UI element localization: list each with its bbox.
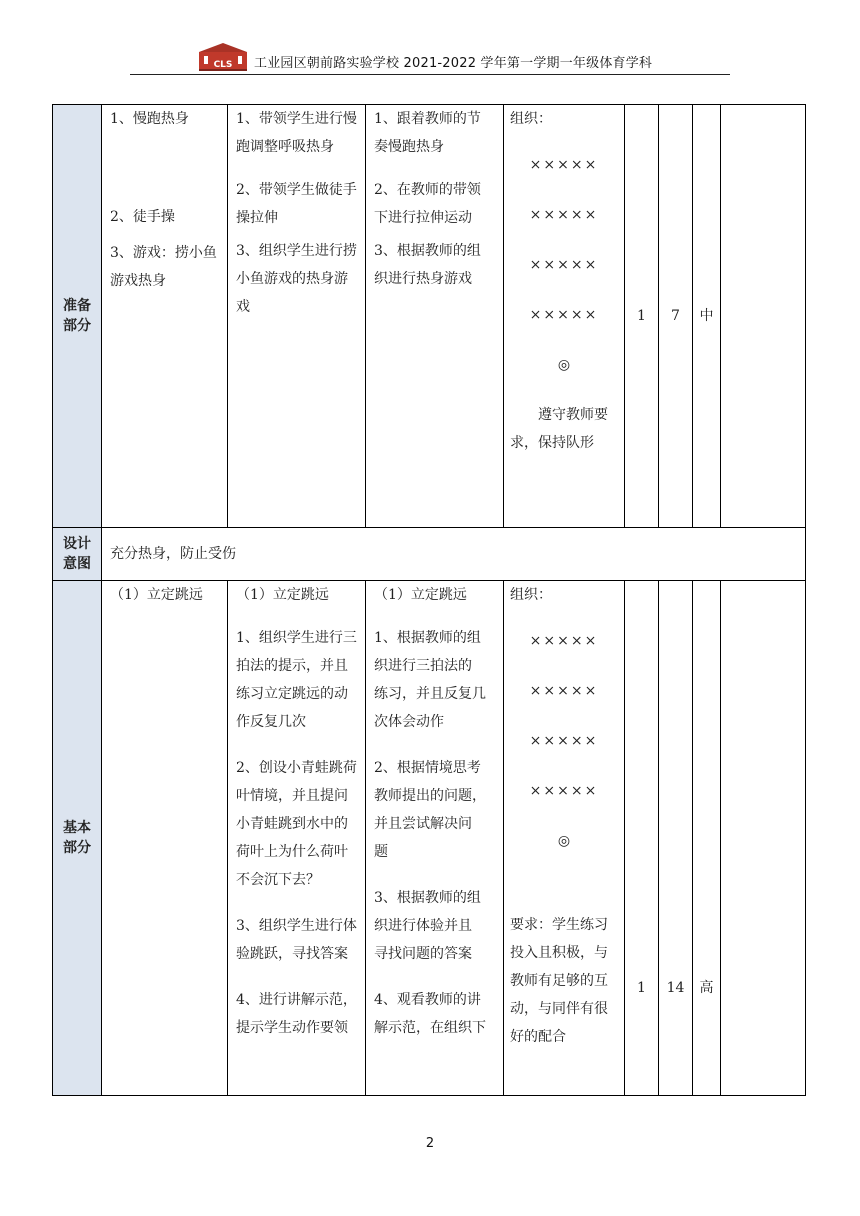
basic-student-title: （1）立定跳远 (374, 587, 467, 603)
basic-student-cell (366, 581, 504, 1096)
basic-student-line: 练习，并且反复几 (374, 686, 486, 702)
header-title: 工业园区朝前路实验学校 2021-2022 学年第一学期一年级体育学科 (254, 56, 653, 71)
prep-formation-row: ××××× (529, 257, 599, 273)
design-label-line-1: 设计 (63, 536, 91, 552)
prep-student-line: 2、在教师的带领 (374, 182, 481, 198)
basic-requirement-line: 要求：学生练习 (510, 917, 608, 933)
prep-teacher-line: 戏 (236, 299, 250, 315)
school-logo (196, 42, 250, 72)
basic-student-line: 4、观看教师的讲 (374, 992, 481, 1008)
basic-content-cell (102, 581, 228, 1096)
prep-organization-cell (504, 105, 625, 528)
basic-organization-cell (504, 581, 625, 1096)
basic-label-line-1: 基本 (63, 820, 91, 836)
design-intent-text: 充分热身，防止受伤 (110, 546, 236, 562)
prep-student-line: 下进行拉伸运动 (374, 210, 472, 226)
prep-notes-cell (721, 105, 806, 528)
prep-times: 1 (625, 105, 659, 528)
basic-requirement-line: 投入且积极，与 (510, 945, 608, 961)
design-label-line-2: 意图 (63, 556, 91, 572)
basic-teacher-line: 作反复几次 (236, 714, 306, 730)
basic-student-line: 次体会动作 (374, 714, 444, 730)
basic-teacher-line: 小青蛙跳到水中的 (236, 816, 348, 832)
prep-teacher-line: 3、组织学生进行捞 (236, 243, 357, 259)
basic-teacher-line: 拍法的提示，并且 (236, 658, 348, 674)
basic-times: 1 (625, 581, 659, 1096)
prep-teacher-mark: ◎ (557, 357, 571, 373)
basic-student-line: 题 (374, 844, 388, 860)
design-intent-row (53, 528, 806, 581)
basic-notes-cell (721, 581, 806, 1096)
basic-section-row (53, 581, 806, 1096)
basic-student-line: 织进行体验并且 (374, 918, 472, 934)
basic-teacher-line: 练习立定跳远的动 (236, 686, 348, 702)
basic-requirement-line: 动，与同伴有很 (510, 1001, 608, 1017)
basic-requirement-line: 教师有足够的互 (510, 973, 608, 989)
header-rule (130, 74, 730, 75)
prep-teacher-line: 跑调整呼吸热身 (236, 139, 334, 155)
prep-requirement-line: 求，保持队形 (510, 435, 594, 451)
design-intent-cell (102, 528, 806, 581)
prep-teacher-line: 操拉伸 (236, 210, 278, 226)
prep-minutes: 7 (659, 105, 693, 528)
basic-minutes: 14 (659, 581, 693, 1096)
basic-teacher-line: 4、进行讲解示范， (236, 992, 357, 1008)
basic-org-title: 组织： (510, 587, 552, 603)
basic-teacher-title: （1）立定跳远 (236, 587, 329, 603)
prep-content-cell (102, 105, 228, 528)
basic-teacher-line: 验跳跃，寻找答案 (236, 946, 348, 962)
basic-formation-row: ××××× (529, 633, 599, 649)
prep-student-cell (366, 105, 504, 528)
basic-formation-row: ××××× (529, 783, 599, 799)
prep-formation-row: ××××× (529, 157, 599, 173)
prep-student-line: 奏慢跑热身 (374, 139, 444, 155)
prep-formation-row: ××××× (529, 307, 599, 323)
prep-formation-row: ××××× (529, 207, 599, 223)
basic-teacher-mark: ◎ (557, 833, 571, 849)
basic-teacher-line: 荷叶上为什么荷叶 (236, 844, 348, 860)
basic-formation-row: ××××× (529, 683, 599, 699)
basic-intensity: 高 (693, 581, 721, 1096)
prep-content-item: 2、徒手操 (110, 209, 175, 225)
prep-content-item: 1、慢跑热身 (110, 111, 189, 127)
basic-student-line: 解示范，在组织下 (374, 1020, 486, 1036)
prep-org-title: 组织： (510, 111, 552, 127)
basic-teacher-line: 提示学生动作要领 (236, 1020, 348, 1036)
basic-teacher-line: 2、创设小青蛙跳荷 (236, 760, 357, 776)
basic-student-line: 3、根据教师的组 (374, 890, 481, 906)
basic-teacher-line: 叶情境，并且提问 (236, 788, 348, 804)
basic-student-line: 2、根据情境思考 (374, 760, 481, 776)
prep-teacher-line: 小鱼游戏的热身游 (236, 271, 348, 287)
basic-teacher-line: 3、组织学生进行体 (236, 918, 357, 934)
basic-formation-row: ××××× (529, 733, 599, 749)
basic-label-line-2: 部分 (63, 840, 91, 856)
prep-intensity: 中 (693, 105, 721, 528)
basic-student-line: 织进行三拍法的 (374, 658, 472, 674)
prep-student-line: 3、根据教师的组 (374, 243, 481, 259)
basic-student-line: 1、根据教师的组 (374, 630, 481, 646)
prep-label-line-1: 准备 (63, 298, 91, 314)
prep-label-line-2: 部分 (63, 318, 91, 334)
prep-section-label (53, 105, 102, 528)
prep-teacher-line: 1、带领学生进行慢 (236, 111, 357, 127)
lesson-plan-table (52, 104, 806, 1096)
design-intent-label (53, 528, 102, 581)
basic-section-label (53, 581, 102, 1096)
prep-student-line: 织进行热身游戏 (374, 271, 472, 287)
basic-student-line: 寻找问题的答案 (374, 946, 472, 962)
logo-lettering: CLS (213, 60, 233, 70)
prep-content-item: 游戏热身 (110, 273, 166, 289)
prep-content-item: 3、游戏：捞小鱼 (110, 245, 217, 261)
prep-teacher-line: 2、带领学生做徒手 (236, 182, 357, 198)
basic-student-line: 并且尝试解决问 (374, 816, 472, 832)
prep-teacher-cell (228, 105, 366, 528)
basic-requirement-line: 好的配合 (510, 1029, 566, 1045)
basic-content-item: （1）立定跳远 (110, 587, 203, 603)
basic-teacher-line: 不会沉下去？ (236, 872, 320, 888)
basic-teacher-cell (228, 581, 366, 1096)
basic-student-line: 教师提出的问题， (374, 788, 486, 804)
basic-teacher-line: 1、组织学生进行三 (236, 630, 357, 646)
prep-section-row (53, 105, 806, 528)
page-number: 2 (425, 1136, 435, 1151)
prep-requirement-line: 遵守教师要 (538, 407, 608, 423)
prep-student-line: 1、跟着教师的节 (374, 111, 481, 127)
